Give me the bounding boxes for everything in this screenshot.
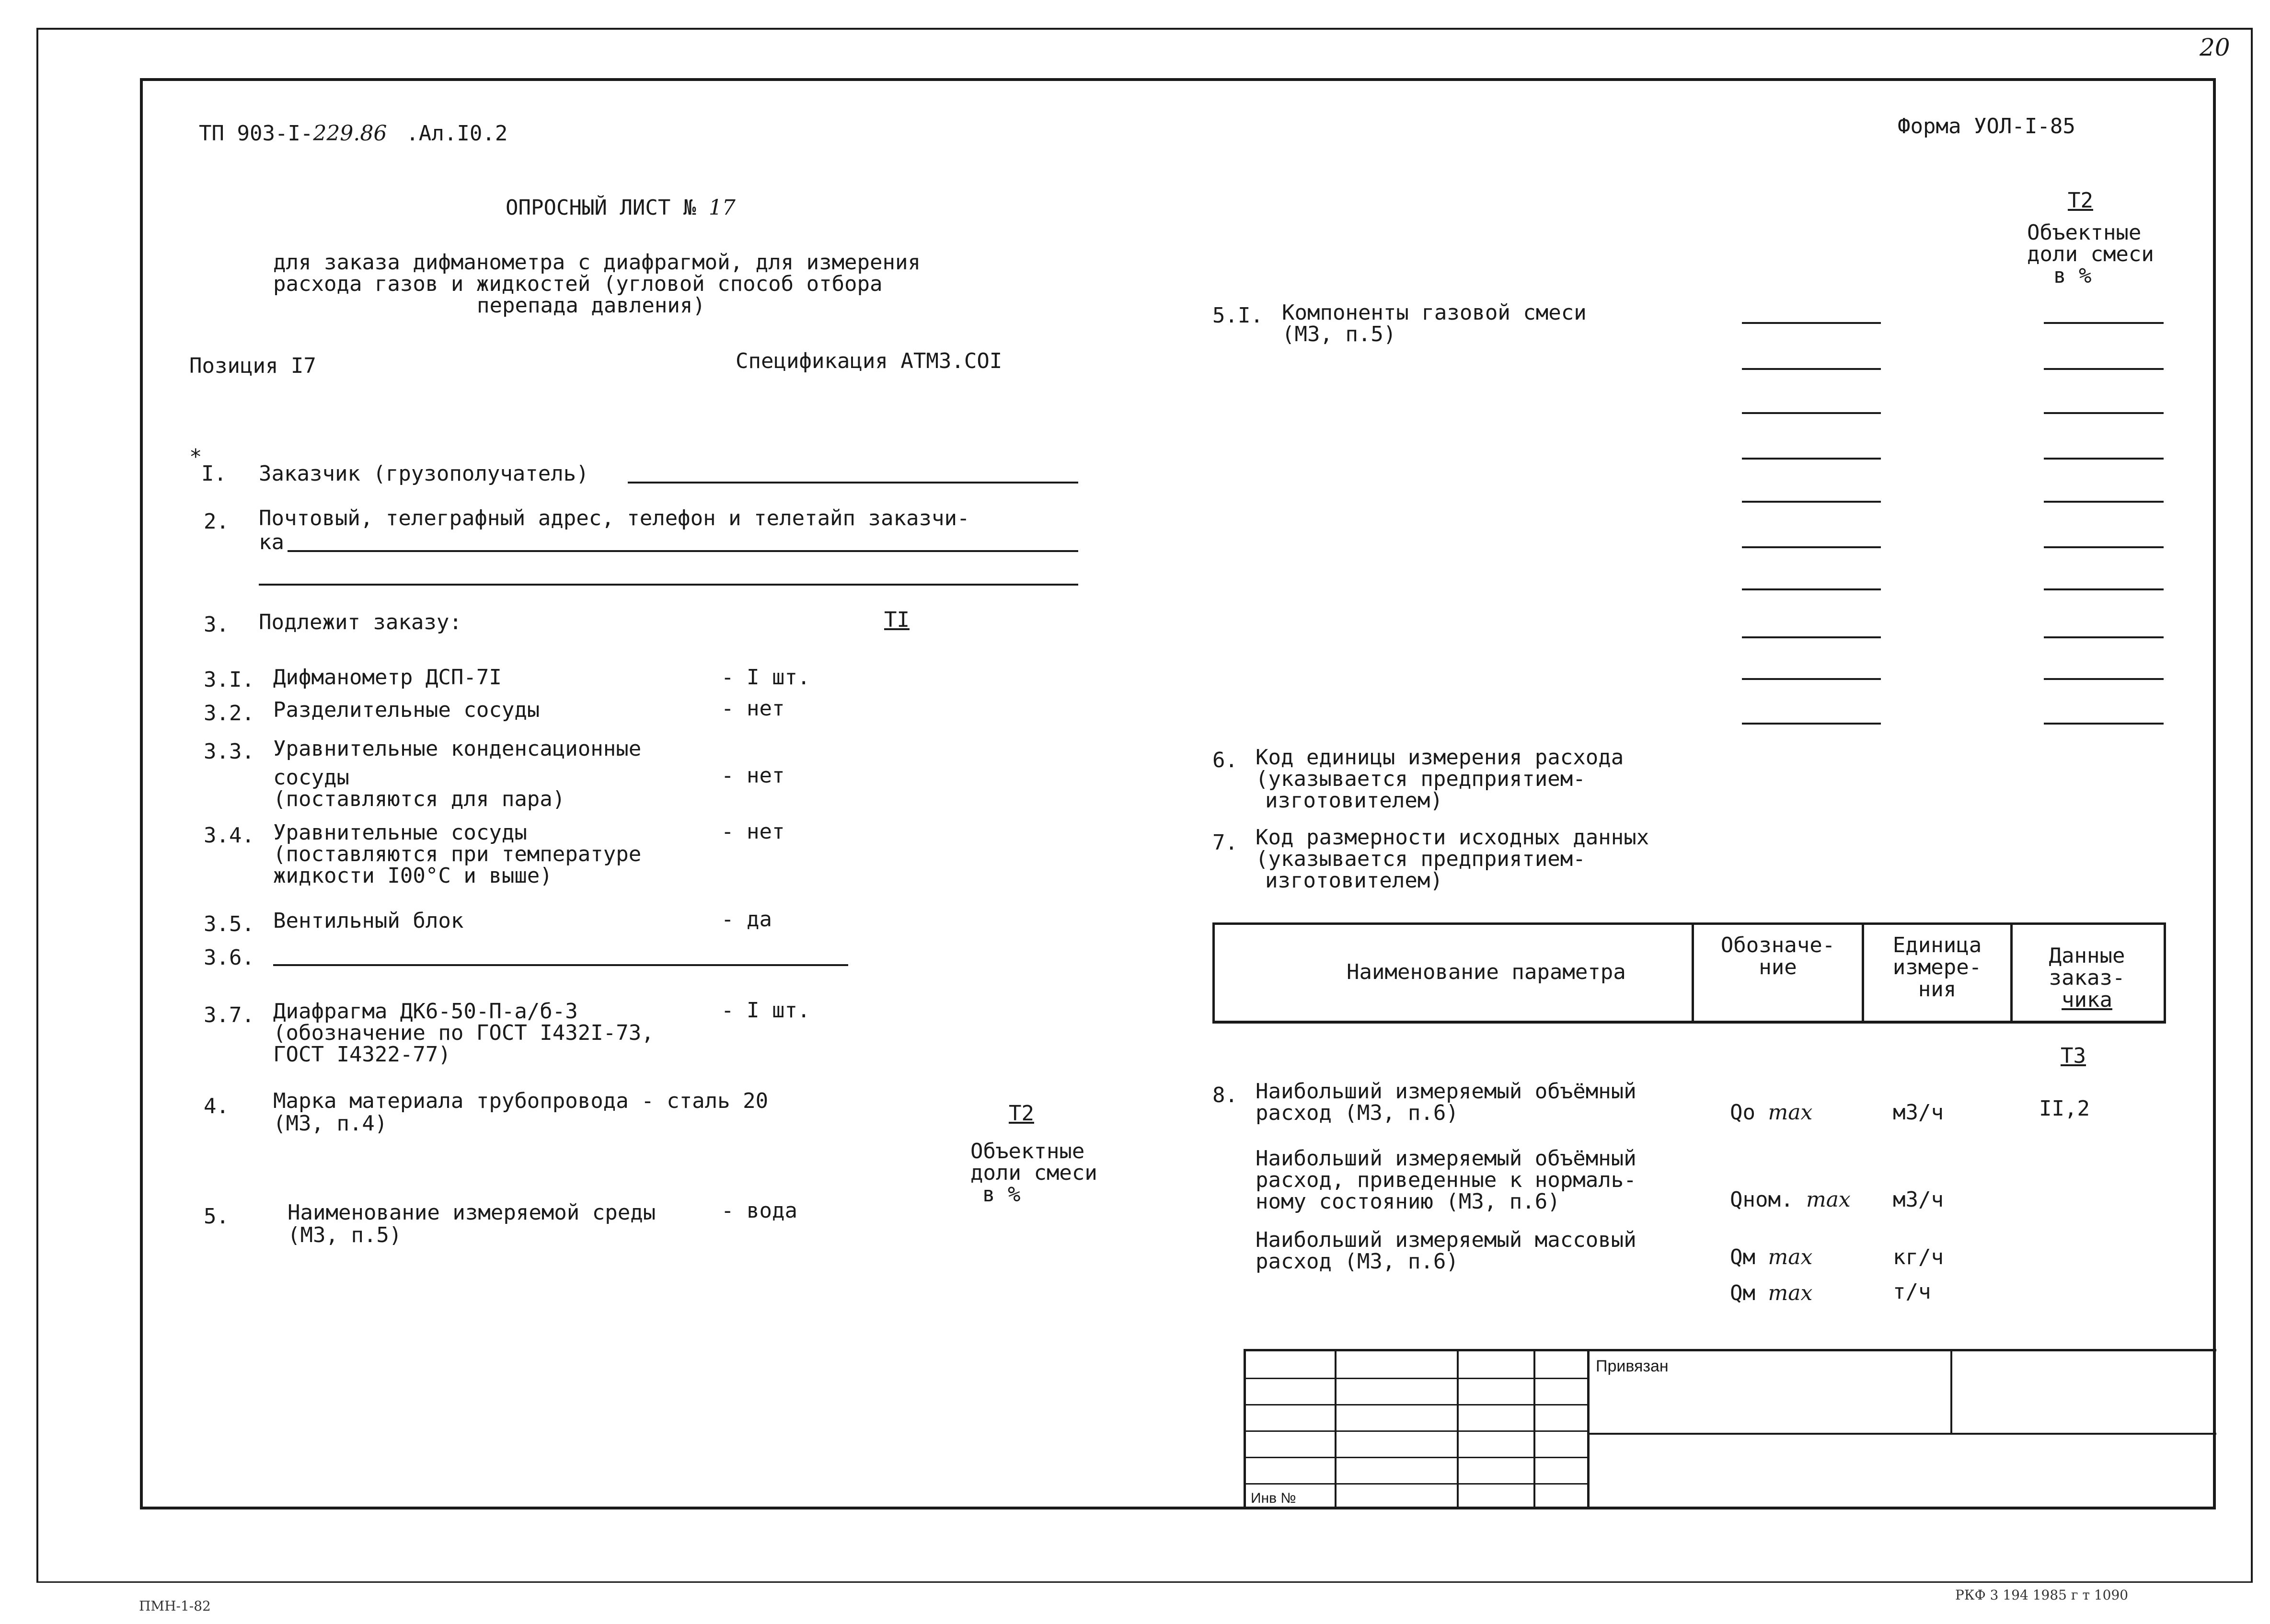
item-8-unit: м3/ч: [1893, 1100, 1944, 1125]
item-8b-symbol-text: Qном.: [1730, 1187, 1794, 1212]
param-col-unit: [1864, 934, 2010, 1001]
item-8c-symbol-text: Qм: [1730, 1245, 1755, 1269]
item-6-line-2: (указывается предприятием-: [1256, 767, 1586, 791]
t2-right-line-3: в %: [2053, 264, 2092, 288]
item-7-num: 7.: [1212, 830, 1238, 855]
component-line-right-6: [2044, 546, 2164, 548]
spec-label: Спецификация АТМЗ.COI: [736, 349, 1002, 373]
outer-frame-bottom: [38, 1581, 2252, 1583]
table-mark-t3: T3: [2061, 1044, 2086, 1068]
component-line-left-8: [1742, 636, 1881, 638]
component-line-left-10: [1742, 723, 1881, 725]
component-line-right-4: [2044, 458, 2164, 460]
item-3-2-text: Разделительные сосуды: [273, 698, 540, 722]
item-8-line-1: Наибольший измеряемый объёмный: [1256, 1079, 1636, 1104]
table-mark-t1: TI: [884, 608, 910, 632]
doc-code-prefix: ТП 903-I-: [199, 121, 313, 146]
item-8b-unit: м3/ч: [1893, 1187, 1944, 1212]
item-8b-line-1: Наибольший измеряемый объёмный: [1256, 1146, 1636, 1171]
item-8-line-2: расход (МЗ, п.6): [1256, 1101, 1459, 1125]
item-8-symbol-text: Qo: [1730, 1100, 1755, 1125]
param-col-unit-line-1: Единица: [1892, 933, 1982, 957]
item-1-fill-line: [628, 482, 1078, 484]
item-3-1-text: Дифманометр ДСП-7I: [273, 665, 502, 690]
item-3-text: Подлежит заказу:: [259, 610, 462, 634]
item-2-line-1: Почтовый, телеграфный адрес, телефон и телетайп заказчи-: [259, 506, 970, 530]
doc-code: [199, 122, 507, 145]
stamp-hline-2: [1246, 1404, 1587, 1405]
form-code: Форма УОЛ-I-85: [1898, 114, 2075, 138]
component-line-left-2: [1742, 368, 1881, 370]
title-sub-2: расхода газов и жидкостей (угловой способ отбора: [273, 272, 883, 296]
item-5-1-line-2: (МЗ, п.5): [1282, 322, 1396, 346]
param-table-header: [1212, 922, 2166, 1024]
item-8c-unit: кг/ч: [1893, 1245, 1944, 1269]
item-3-5-text: Вентильный блок: [273, 909, 464, 933]
item-8c-line-1: Наибольший измеряемый массовый: [1256, 1228, 1636, 1252]
item-3-3-value: - нет: [721, 763, 785, 788]
stamp-hline-3: [1246, 1430, 1587, 1432]
table-mark-t2-left: T2: [1009, 1101, 1034, 1126]
component-line-right-10: [2044, 723, 2164, 725]
item-8d-symbol: [1730, 1282, 1812, 1305]
item-5-line-2: (МЗ, п.5): [288, 1223, 402, 1247]
item-6-line-1: Код единицы измерения расхода: [1256, 745, 1624, 770]
component-line-right-3: [2044, 412, 2164, 414]
param-col-desig-line-1: Обозначе-: [1720, 933, 1835, 957]
item-8d-symbol-text: Qм: [1730, 1281, 1755, 1305]
item-8b-symbol: [1730, 1188, 1851, 1211]
item-6-num: 6.: [1212, 748, 1238, 772]
param-col-unit-line-3: ния: [1918, 977, 1957, 1002]
item-1-text: Заказчик (грузополучатель): [259, 461, 589, 486]
item-3-3-line-3: (поставляются для пара): [273, 787, 565, 811]
item-3-1-num: 3.I.: [204, 668, 254, 692]
t2-right-line-2: доли смеси: [2027, 242, 2154, 266]
item-8c-symbol: [1730, 1246, 1812, 1269]
stamp-privyazan: Привязан: [1596, 1357, 1669, 1375]
position-label: Позиция I7: [189, 354, 316, 378]
component-line-left-4: [1742, 458, 1881, 460]
param-col-unit-line-2: измере-: [1892, 955, 1982, 979]
table-mark-t2-right: T2: [2068, 188, 2093, 213]
item-6-line-3: изготовителем): [1265, 788, 1443, 813]
component-line-right-7: [2044, 588, 2164, 590]
t2-left-line-3: в %: [982, 1182, 1021, 1207]
item-1-num: I.: [201, 461, 227, 486]
item-8-value: II,2: [2039, 1096, 2090, 1121]
item-3-4-num: 3.4.: [204, 823, 254, 848]
item-4-line-1: Марка материала трубопровода - сталь 20: [273, 1089, 769, 1113]
item-8-symbol-hw: max: [1768, 1100, 1813, 1125]
item-8c-line-2: расход (МЗ, п.6): [1256, 1249, 1459, 1274]
item-3-4-line-3: жидкости I00°С и выше): [273, 864, 553, 888]
inner-frame-right: [2213, 78, 2216, 1509]
inner-frame-top: [140, 78, 2216, 81]
item-8b-line-2: расход, приведенные к нормаль-: [1256, 1168, 1636, 1192]
item-5-1-line-1: Компоненты газовой смеси: [1282, 300, 1587, 325]
item-3-6-fill-line: [273, 964, 848, 966]
survey-title-text: ОПРОСНЫЙ ЛИСТ №: [506, 196, 696, 220]
title-block: [1244, 1349, 2216, 1509]
item-8b-symbol-hw: max: [1806, 1187, 1851, 1212]
item-3-num: 3.: [204, 612, 229, 637]
item-3-4-value: - нет: [721, 819, 785, 844]
doc-code-handwritten: 229.86: [313, 121, 387, 146]
t2-left-line-2: доли смеси: [970, 1161, 1097, 1185]
item-3-7-line-3: ГОСТ I4322-77): [273, 1042, 451, 1067]
survey-title-number: 17: [708, 196, 736, 220]
item-8b-line-3: ному состоянию (МЗ, п.6): [1256, 1189, 1560, 1214]
footer-left: ПМН-1-82: [139, 1598, 211, 1614]
item-3-7-num: 3.7.: [204, 1003, 254, 1027]
item-3-2-value: - нет: [721, 696, 785, 721]
item-2-line-2: ка: [259, 530, 284, 554]
param-col-data-line-1: Данные: [2049, 944, 2125, 968]
inner-frame-left: [140, 78, 143, 1509]
param-col-name: Наименование параметра: [1347, 960, 1626, 984]
stamp-hline-1: [1246, 1378, 1587, 1379]
param-col-desig-line-2: ние: [1759, 955, 1797, 979]
item-7-line-2: (указывается предприятием-: [1256, 847, 1586, 871]
outer-frame-left: [36, 28, 38, 1583]
component-line-right-8: [2044, 636, 2164, 638]
component-line-left-3: [1742, 412, 1881, 414]
param-col-desig: [1694, 934, 1862, 979]
footer-right: РКФ 3 194 1985 г т 1090: [1955, 1587, 2129, 1603]
component-line-right-9: [2044, 678, 2164, 680]
item-3-5-num: 3.5.: [204, 912, 254, 936]
component-line-left-1: [1742, 322, 1881, 324]
component-line-right-1: [2044, 322, 2164, 324]
star-mark: *: [189, 445, 202, 469]
component-line-right-2: [2044, 368, 2164, 370]
stamp-vline-4: [1587, 1351, 1590, 1509]
item-8-symbol: [1730, 1101, 1812, 1124]
item-3-4-line-2: (поставляются при температуре: [273, 842, 642, 866]
item-2-fill-line-1: [288, 550, 1078, 552]
item-3-6-num: 3.6.: [204, 945, 254, 970]
param-col-data-line-3: чика: [2062, 988, 2112, 1012]
item-8-num: 8.: [1212, 1083, 1238, 1107]
title-sub-3: перепада давления): [477, 293, 705, 318]
item-4-line-2: (МЗ, п.4): [273, 1111, 388, 1136]
stamp-hline-5: [1246, 1483, 1587, 1485]
doc-code-suffix: .Ал.I0.2: [406, 121, 508, 146]
item-3-7-line-2: (обозначение по ГОСТ I432I-73,: [273, 1021, 654, 1045]
item-3-3-line-1: Уравнительные конденсационные: [273, 737, 642, 761]
component-line-left-7: [1742, 588, 1881, 590]
item-4-num: 4.: [204, 1094, 229, 1118]
page-number: 20: [2200, 34, 2230, 61]
stamp-vline-5: [1950, 1351, 1952, 1433]
item-5-num: 5.: [204, 1204, 229, 1229]
item-7-line-1: Код размерности исходных данных: [1256, 825, 1649, 850]
item-3-3-num: 3.3.: [204, 739, 254, 764]
t2-right-line-1: Объектные: [2027, 220, 2142, 245]
item-2-fill-line-2: [259, 584, 1078, 586]
component-line-left-5: [1742, 501, 1881, 503]
item-8c-symbol-hw: max: [1768, 1245, 1813, 1269]
item-3-5-value: - да: [721, 907, 772, 932]
item-7-line-3: изготовителем): [1265, 868, 1443, 893]
survey-title: [506, 196, 736, 219]
param-col-data: [2013, 945, 2161, 1011]
component-line-left-6: [1742, 546, 1881, 548]
item-5-value: - вода: [721, 1198, 797, 1223]
item-3-4-line-1: Уравнительные сосуды: [273, 820, 527, 845]
stamp-hline-6: [1587, 1433, 2216, 1435]
item-8d-unit: т/ч: [1893, 1279, 1931, 1304]
item-5-1-num: 5.I.: [1212, 303, 1263, 328]
component-line-right-5: [2044, 501, 2164, 503]
item-3-2-num: 3.2.: [204, 701, 254, 726]
item-2-num: 2.: [204, 509, 229, 534]
param-col-data-line-2: заказ-: [2049, 966, 2125, 990]
t2-left-line-1: Объектные: [970, 1139, 1085, 1163]
item-3-7-line-1: Диафрагма ДК6-50-П-а/б-3: [273, 999, 578, 1024]
outer-frame-right: [2251, 28, 2253, 1583]
stamp-hline-4: [1246, 1457, 1587, 1458]
component-line-left-9: [1742, 678, 1881, 680]
stamp-inv: Инв №: [1251, 1490, 1296, 1506]
item-3-3-line-2: сосуды: [273, 765, 349, 790]
item-5-line-1: Наименование измеряемой среды: [288, 1200, 656, 1225]
item-3-1-value: - I шт.: [721, 665, 810, 690]
item-8d-symbol-hw: max: [1768, 1281, 1813, 1305]
item-3-7-value: - I шт.: [721, 998, 810, 1023]
title-sub-1: для заказа дифманометра с диафрагмой, для измерения: [273, 250, 921, 275]
outer-frame-top: [38, 28, 2252, 30]
